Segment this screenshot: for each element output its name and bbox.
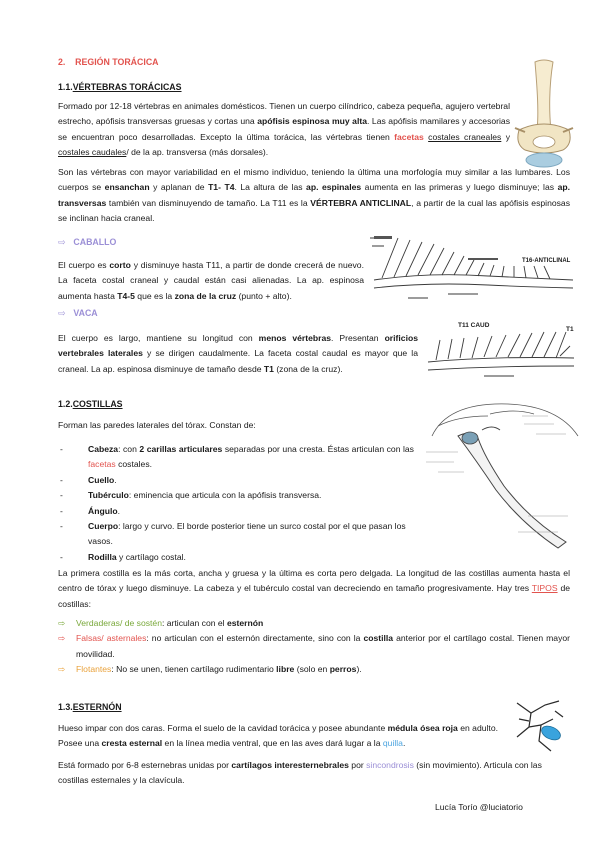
esternon-paragraph-2 xyxy=(58,758,570,789)
text-run: y disminuye hasta T11, a partir de donde crecerá de nuevo. La faceta costal craneal y caudal están casi alienadas. La ap. espinosa aumenta hasta xyxy=(58,260,364,301)
text-run: costales. xyxy=(115,459,153,470)
heading-title: ESTERNÓN xyxy=(72,702,122,712)
rib-type-item xyxy=(58,662,570,677)
text-run: La primera costilla es la más corta, ancha y gruesa y la última es corta pero delgada. La longitud de las costillas aumenta hasta el centro de tórax y luego disminuye. La cabeza y el tubérculo costal van decreciendo en tamaño progresivamente. Hay tres xyxy=(58,568,570,594)
vertebras-paragraph-1 xyxy=(58,99,510,161)
text-run: anterior por el cartílago costal. Tienen mayor movilidad. xyxy=(76,633,571,659)
rib-type-item xyxy=(58,631,570,662)
text-bold: costilla xyxy=(363,633,394,644)
arrow-right-icon: ⇨ xyxy=(58,633,66,644)
text-run: aumenta en las primeras y luego disminuye; las xyxy=(361,182,558,193)
anticlinal-label: T16-ANTICLINAL xyxy=(522,258,571,264)
text-bold: T1 xyxy=(263,363,274,374)
list-item xyxy=(58,442,414,473)
vaca-paragraph xyxy=(58,331,418,377)
text-run: : con xyxy=(118,444,140,454)
text-run: : largo y curvo. El borde posterior tiene un surco costal por el que pasan los vasos. xyxy=(88,521,406,547)
arrow-right-icon: ⇨ xyxy=(58,237,66,247)
cow-thoracic-spine-illustration xyxy=(424,318,584,384)
text-bold: corto xyxy=(109,260,131,270)
text-run: en adulto. Posee una xyxy=(58,723,498,749)
text-run: : eminencia que articula con la apófisis transversa. xyxy=(128,490,322,501)
text-bold: T4-5 xyxy=(117,290,135,301)
t1-label: T1 xyxy=(566,326,574,333)
text-bold: apófisis espinosa muy alta xyxy=(257,116,367,127)
text-run: y se dirigen caudalmente. La faceta costal caudal es mayor que la craneal. La ap. espinosa disminuye de tamaño desde xyxy=(58,348,418,374)
text-bold: T1- T4 xyxy=(208,182,235,193)
subheading-vaca xyxy=(58,308,98,319)
text-bold: libre xyxy=(276,664,295,675)
heading-number: 1.3. xyxy=(58,702,73,712)
text-run: de costillas: xyxy=(58,583,570,609)
text-underline: costales caudales xyxy=(58,147,127,158)
text-run: : No se unen, tienen cartílago rudimentario xyxy=(111,664,277,675)
caballo-paragraph xyxy=(58,258,364,304)
heading-number: 1.1. xyxy=(58,82,73,92)
text-underline: costales craneales xyxy=(428,131,502,142)
text-run: . Las apófisis mamilares y accesorias se encuentran poco desarrolladas. Excepto la última torácica, las vértebras tienen xyxy=(58,116,511,142)
subheading-label: VACA xyxy=(73,308,98,318)
heading-title: COSTILLAS xyxy=(72,399,123,409)
text-bold: ap. transversas xyxy=(58,182,570,208)
rib-type-label: Flotantes xyxy=(76,664,112,675)
vertebras-paragraph-2 xyxy=(58,165,570,227)
heading-esternon xyxy=(58,702,122,712)
text-run: ). xyxy=(356,664,362,675)
text-run: . xyxy=(402,738,406,749)
list-item xyxy=(58,550,414,565)
horse-thoracic-spine-illustration xyxy=(368,232,583,304)
bird-sternum-illustration xyxy=(511,697,573,755)
list-item xyxy=(58,473,414,488)
text-bold: VÉRTEBRA ANTICLINAL xyxy=(310,197,412,208)
rib-types-list xyxy=(58,616,570,678)
heading-costillas xyxy=(58,399,123,409)
section-heading xyxy=(58,57,159,67)
costillas-intro: Forman las paredes laterales del tórax. Constan de: xyxy=(58,420,256,430)
text-bold: ap. espinales xyxy=(306,182,362,193)
text-run: y aplanan de xyxy=(149,182,209,193)
text-run: . Presentan xyxy=(331,333,385,343)
item-term: Cuerpo xyxy=(88,521,119,532)
text-run: El cuerpo es xyxy=(58,260,110,270)
thoracic-vertebra-illustration xyxy=(513,58,575,170)
text-run: (punto + alto). xyxy=(236,290,292,301)
arrow-right-icon: ⇨ xyxy=(58,618,66,628)
costillas-paragraph xyxy=(58,566,570,612)
heading-title: VÉRTEBRAS TORÁCICAS xyxy=(72,82,182,92)
text-purple: sincondrosis xyxy=(366,760,414,770)
text-red-underline: TIPOS xyxy=(531,583,558,594)
text-red: facetas xyxy=(394,131,424,142)
list-item xyxy=(58,519,414,550)
text-run: que es la xyxy=(134,290,175,301)
list-item xyxy=(58,488,414,503)
text-run: . La altura de las xyxy=(234,182,307,193)
rib-type-item xyxy=(58,616,570,631)
item-term: Tubérculo xyxy=(88,490,129,501)
text-run: Son las vértebras con mayor variabilidad en el mismo individuo, teniendo la última una morfología muy similar a las lumbares. Los cuerpos se xyxy=(58,167,570,193)
text-bold: esternón xyxy=(226,618,264,628)
rib-anatomy-illustration xyxy=(418,396,586,554)
text-run: : articulan con el xyxy=(162,618,227,628)
subheading-caballo xyxy=(58,237,116,248)
list-item xyxy=(58,504,414,519)
text-run: . xyxy=(114,474,117,485)
item-term: Ángulo xyxy=(88,505,118,516)
text-bold: médula ósea roja xyxy=(387,723,458,733)
text-bold: cresta esternal xyxy=(101,738,163,749)
arrow-right-icon: ⇨ xyxy=(58,308,66,318)
text-run: El cuerpo es largo, mantiene su longitud con xyxy=(58,333,259,343)
section-number: 2. xyxy=(58,57,66,67)
text-run: también van disminuyendo de tamaño. La T11 es la xyxy=(106,197,311,208)
text-bold: menos vértebras xyxy=(258,333,332,343)
text-run: / de la ap. transversa (más dorsales). xyxy=(126,147,269,158)
text-run: en la línea media ventral, que en las aves dará lugar a la xyxy=(162,738,383,749)
text-run: y cartílago costal. xyxy=(116,551,186,562)
footer-author: Lucía Torío @luciatorio xyxy=(435,802,523,812)
item-term: Rodilla xyxy=(88,551,117,562)
text-run: y xyxy=(501,131,510,142)
text-run: (solo en xyxy=(294,664,330,675)
text-bold: zona de la cruz xyxy=(174,290,237,301)
esternon-paragraph-1 xyxy=(58,721,518,752)
subheading-label: CABALLO xyxy=(73,237,117,247)
text-blue: quilla xyxy=(382,738,403,749)
text-run: Está formado por 6-8 esternebras unidas por xyxy=(58,760,232,770)
text-run: Formado por 12-18 vértebras en animales domésticos. Tienen un cuerpo cilíndrico, cabeza pequeña, agujero vertebral estrecho, apófisis transversas gruesas y cortas una xyxy=(58,101,510,127)
rib-parts-list xyxy=(58,442,414,565)
item-term: Cabeza xyxy=(88,444,119,454)
heading-vertebras xyxy=(58,82,182,92)
text-run: , a partir de la cual las apófisis espinosas se inclinan hacia craneal. xyxy=(58,197,571,224)
text-bold: perros xyxy=(329,664,357,675)
section-title: REGIÓN TORÁCICA xyxy=(75,57,159,67)
heading-number: 1.2. xyxy=(58,399,73,409)
text-bold: cartílagos interesternebrales xyxy=(231,760,349,770)
rib-type-label: Verdaderas/ de sostén xyxy=(76,618,162,628)
text-run: separadas por una cresta. Éstas articulan con las xyxy=(222,444,414,454)
text-red: facetas xyxy=(88,459,116,470)
text-run: (zona de la cruz). xyxy=(273,363,343,374)
text-run: Hueso impar con dos caras. Forma el suelo de la cavidad torácica y posee abundante xyxy=(58,723,388,733)
text-run: por xyxy=(348,760,367,770)
arrow-right-icon: ⇨ xyxy=(58,664,66,675)
text-bold: orificios vertebrales laterales xyxy=(58,333,418,359)
rib-type-label: Falsas/ asternales xyxy=(76,633,147,644)
text-run: (sin movimiento). Articula con las costillas esternales y la clavícula. xyxy=(58,760,542,786)
text-run: : no articulan con el esternón directamente, sino con la xyxy=(146,633,364,644)
text-bold: 2 carillas articulares xyxy=(139,444,223,454)
t11-caud-label: T11 CAUD xyxy=(458,322,490,329)
item-term: Cuello xyxy=(88,474,115,485)
text-bold: ensanchan xyxy=(104,182,150,193)
text-run: . xyxy=(117,505,120,516)
